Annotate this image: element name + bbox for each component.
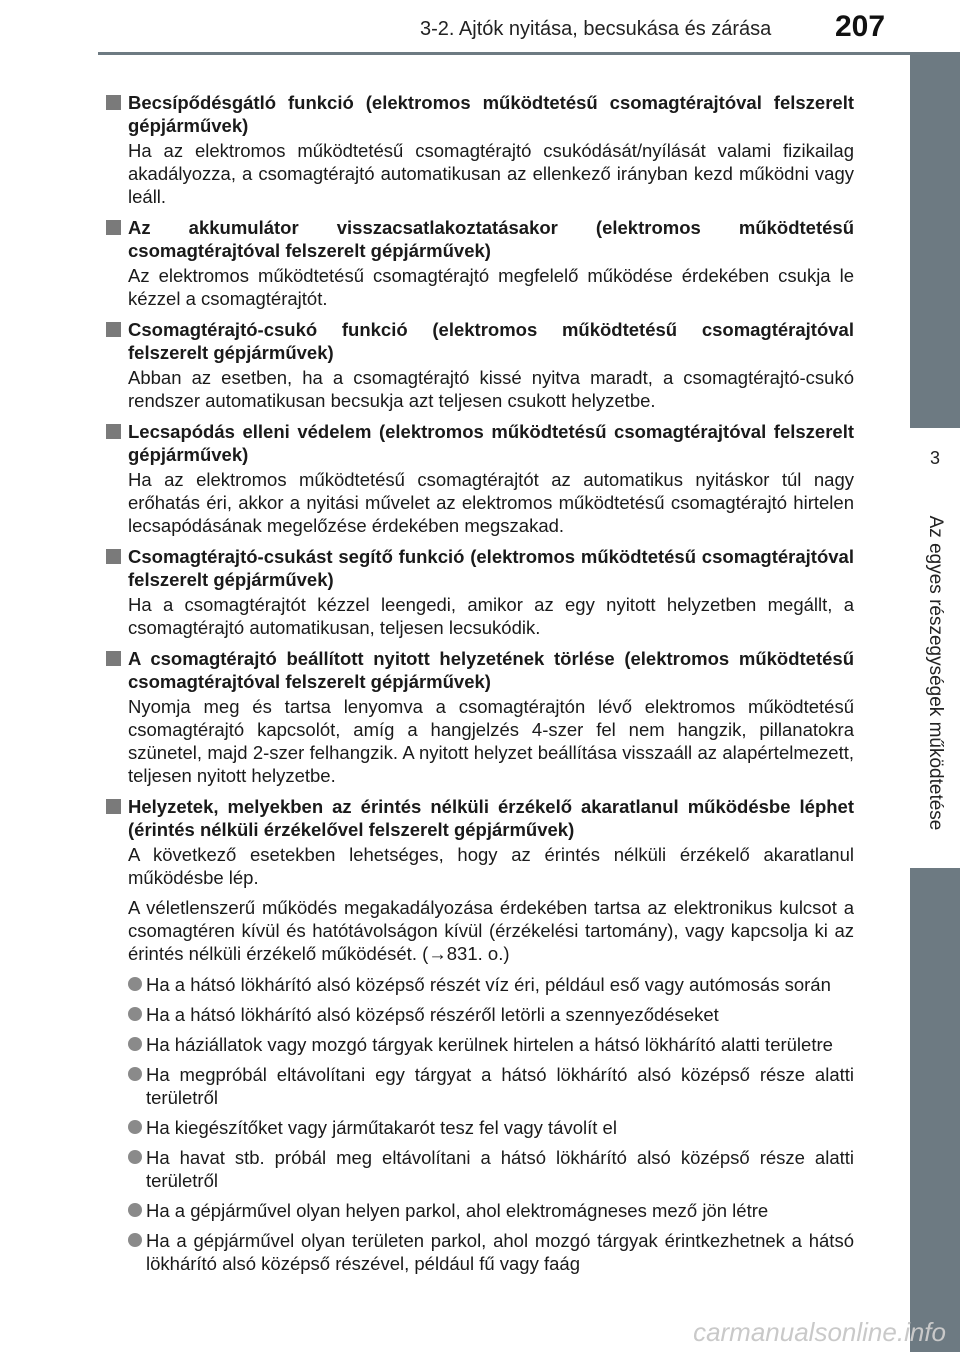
square-bullet-icon [106, 799, 121, 814]
square-bullet-icon [106, 424, 121, 439]
list-item-text: Ha a gépjárművel olyan helyen parkol, ahol elektromágneses mező jön létre [146, 1200, 769, 1221]
section-heading [106, 647, 854, 693]
body-paragraph: Az elektromos működtetésű csomagtérajtó megfelelő működése érdekében csukja le kézzel a csomagtérajtót. [128, 265, 854, 309]
running-header: 3-2. Ajtók nyitása, becsukása és zárása [420, 18, 772, 40]
body-paragraph: A véletlenszerű működés megakadályozása érdekében tartsa az elektronikus kulcsot a csomagtéren kívül és hatótávolságon kívül (érzékelési tartomány), vagy kapcsolja ki az érintés nélküli érzékelő működését. (→831. o.) [128, 897, 854, 964]
side-tab-bar-top [910, 55, 960, 428]
list-item [106, 973, 854, 996]
section-heading-text: Becsípődésgátló funkció (elektromos működtetésű csomagtérajtóval felszerelt gépjárművek) [128, 92, 854, 136]
body-paragraph: Ha a csomagtérajtót kézzel leengedi, amikor az egy nyitott helyzetben megállt, a csomagtérajtó automatikusan, teljesen lecsukódik. [128, 594, 854, 638]
list-item [106, 1003, 854, 1026]
list-item-text: Ha háziállatok vagy mozgó tárgyak kerülnek hirtelen a hátsó lökhárító alatti területre [146, 1034, 833, 1055]
watermark: carmanualsonline.info [693, 1317, 946, 1347]
main-content [106, 91, 854, 1283]
section [106, 318, 854, 412]
square-bullet-icon [106, 220, 121, 235]
section-heading-text: Csomagtérajtó-csukó funkció (elektromos működtetésű csomagtérajtóval felszerelt gépjárművek) [128, 319, 854, 363]
section-heading [106, 545, 854, 591]
round-bullet-icon [128, 1120, 142, 1134]
section [106, 795, 854, 1275]
section [106, 216, 854, 310]
section-heading-text: Az akkumulátor visszacsatlakoztatásakor (elektromos működtetésű csomagtérajtóval felszerelt gépjárművek) [128, 217, 854, 261]
list-item [106, 1033, 854, 1056]
list-item-text: Ha megpróbál eltávolítani egy tárgyat a hátsó lökhárító alsó középső része alatti területről [146, 1064, 854, 1108]
body-paragraph: Abban az esetben, ha a csomagtérajtó kissé nyitva maradt, a csomagtérajtó-csukó rendszer automatikusan becsukja azt teljesen csukott helyzetbe. [128, 367, 854, 411]
body-paragraph: Ha az elektromos működtetésű csomagtérajtó csukódását/nyílását valami fizikailag akadályozza, a csomagtérajtó automatikusan az ellenkező irányban kezd működni vagy leáll. [128, 140, 854, 207]
chapter-number: 3 [910, 428, 960, 488]
chapter-tab [910, 488, 960, 868]
list-item [106, 1146, 854, 1192]
side-tab-bar-bottom [910, 868, 960, 1352]
section-heading [106, 795, 854, 841]
section-heading [106, 216, 854, 262]
section [106, 647, 854, 787]
body-paragraph: Nyomja meg és tartsa lenyomva a csomagtérajtón lévő elektromos működtetésű csomagtérajtó kapcsolót, amíg a hangjelzés 4-szer fel nem hangzik, pillanatokra szünetel, majd 2-szer felhangzik. A nyitott helyzet beállítása visszaáll az alapértelmezett, teljesen nyitott helyzetbe. [128, 696, 854, 786]
square-bullet-icon [106, 651, 121, 666]
chapter-label: Az egyes részegységek működtetése [925, 515, 946, 831]
list-item-text: Ha kiegészítőket vagy járműtakarót tesz fel vagy távolít el [146, 1117, 617, 1138]
list-item [106, 1199, 854, 1222]
section-heading [106, 318, 854, 364]
round-bullet-icon [128, 977, 142, 991]
body-paragraph: Ha az elektromos működtetésű csomagtérajtót az automatikus nyitáskor túl nagy erőhatás éri, akkor a nyitási művelet az elektromos működtetésű csomagtérajtó hirtelen lecsapódásának megelőzése érdekében megszakad. [128, 469, 854, 536]
section-heading-text: Csomagtérajtó-csukást segítő funkció (elektromos működtetésű csomagtérajtóval felszerelt gépjárművek) [128, 546, 854, 590]
body-paragraph: A következő esetekben lehetséges, hogy az érintés nélküli érzékelő akaratlanul működésbe lép. [128, 844, 854, 888]
section [106, 420, 854, 537]
round-bullet-icon [128, 1203, 142, 1217]
page-number: 207 [835, 10, 886, 43]
round-bullet-icon [128, 1037, 142, 1051]
square-bullet-icon [106, 95, 121, 110]
list-item-text: Ha havat stb. próbál meg eltávolítani a hátsó lökhárító alsó középső része alatti területről [146, 1147, 854, 1191]
header-rule [98, 52, 960, 55]
round-bullet-icon [128, 1150, 142, 1164]
section [106, 545, 854, 639]
list-item-text: Ha a gépjárművel olyan területen parkol, ahol mozgó tárgyak érintkezhetnek a hátsó lökhárító alsó középső részével, például fű vagy faág [146, 1230, 854, 1274]
bullet-list [106, 973, 854, 1275]
section-heading-text: A csomagtérajtó beállított nyitott helyzetének törlése (elektromos működtetésű csomagtérajtóval felszerelt gépjárművek) [128, 648, 854, 692]
list-item-text: Ha a hátsó lökhárító alsó középső részéről letörli a szennyeződéseket [146, 1004, 719, 1025]
round-bullet-icon [128, 1067, 142, 1081]
square-bullet-icon [106, 549, 121, 564]
section [106, 91, 854, 208]
round-bullet-icon [128, 1007, 142, 1021]
section-heading-text: Lecsapódás elleni védelem (elektromos működtetésű csomagtérajtóval felszerelt gépjárművek) [128, 421, 854, 465]
list-item [106, 1229, 854, 1275]
section-heading [106, 91, 854, 137]
round-bullet-icon [128, 1233, 142, 1247]
list-item [106, 1063, 854, 1109]
list-item [106, 1116, 854, 1139]
square-bullet-icon [106, 322, 121, 337]
list-item-text: Ha a hátsó lökhárító alsó középső részét víz éri, például eső vagy autómosás során [146, 974, 831, 995]
section-heading [106, 420, 854, 466]
section-heading-text: Helyzetek, melyekben az érintés nélküli érzékelő akaratlanul működésbe léphet (érintés nélküli érzékelővel felszerelt gépjárművek) [128, 796, 854, 840]
